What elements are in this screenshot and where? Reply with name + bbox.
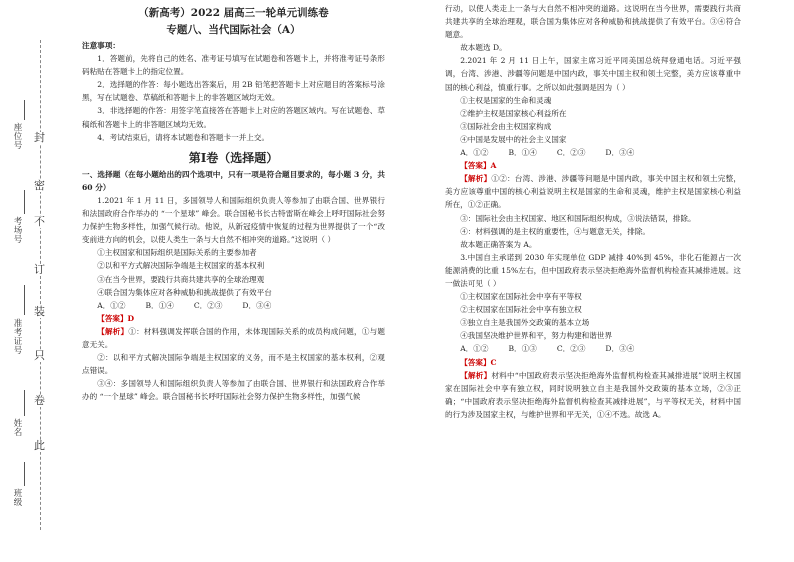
binding-char: 订	[34, 263, 45, 276]
exam-room-label: 考场号	[13, 217, 23, 245]
q3-analysis	[445, 369, 741, 421]
analysis-label: 【解析】	[460, 370, 492, 380]
notice-item: 3．非选择题的作答：用签字笔直接答在答题卡上对应的答题区域内。写在试题卷、草稿纸和答题卡上的非答题区域均无效。	[82, 106, 385, 129]
question-3-stem: 3.中国自主承诺到 2030 年实现单位 GDP 减排 40%到 45%，非化石能源占一次能源消费的比重 15%左右，但中国政府表示坚决拒绝海外监督机构检查其减排进展。这一做法可见（ ）	[445, 252, 741, 288]
right-column	[445, 0, 741, 421]
binding-char: 此	[34, 439, 45, 452]
analysis-text: 材料中“中国政府表示坚决拒绝海外监督机构检查其减排进展”说明主权国家在国际社会中享有独立权，同时说明独立自主是我国外交政策的基本立场，②③正确；“中国政府表示坚决拒绝海外监督机构检查其减排进展”，与平等权无关，材料中国的行为涉及国家主权，与维护世界和平无关，①④不选。故选 A。	[445, 370, 742, 419]
q3-option: ③独立自主是我国外交政策的基本立场	[460, 318, 590, 328]
binding-char: 装	[34, 305, 45, 318]
q1-conclusion: 故本题选 D。	[460, 43, 507, 53]
q1-analysis-3: ③④：多国领导人和国际组织负责人等参加了由联合国、世界银行和法国政府合作举办的 “一个星球” 峰会。联合国秘书长呼吁国际社会努力保护生物多样性，加强气候	[82, 379, 385, 402]
binding-char: 只	[34, 349, 45, 362]
q2-option: ③国际社会由主权国家构成	[460, 121, 552, 131]
q2-analysis-2: ③：国际社会由主权国家、地区和国际组织构成，③说法错误，排除。	[460, 213, 696, 223]
admission-number-label: 准考证号	[13, 319, 23, 356]
class-label: 班级	[13, 489, 23, 508]
choice-a: A．①②	[97, 300, 126, 310]
q2-option: ①主权是国家的生命和灵魂	[460, 95, 552, 105]
choice-d: D．③④	[605, 344, 635, 354]
section-title: 第Ⅰ卷（选择题）	[188, 150, 279, 165]
question-2-stem: 2.2021 年 2 月 11 日上午，国家主席习近平同美国总统拜登通电话。习近平强调，台湾、涉港、涉疆等问题是中国内政，事关中国主权和领土完整，美方应该尊重中国的核心利益，慎重行事。之所以如此强调是因为（ ）	[445, 56, 741, 92]
q3-option: ①主权国家在国际社会中享有平等权	[460, 292, 582, 302]
choice-c: C．②③	[193, 300, 223, 310]
analysis-text: ①②：台湾、涉港、涉疆等问题是中国内政，事关中国主权和领土完整，美方应该尊重中国的核心利益说明主权是国家的生命和灵魂，维护主权是国家核心利益所在，①②正确。	[445, 174, 742, 210]
choice-d: D．③④	[605, 148, 635, 158]
q1-option: ③在当今世界，要践行共商共建共享的全球治理观	[97, 274, 265, 284]
q1-analysis-cont: 行动，以使人类走上一条与大自然不相冲突的道路。这说明在当今世界，需要践行共商共建共享的全球治理观，联合国为集体应对各种威胁和挑战提供了有效平台。③④符合题意。	[445, 4, 741, 40]
choice-d: D．③④	[242, 300, 272, 310]
seat-number-label: 座位号	[13, 123, 23, 151]
notice-item: 2．选择题的作答：每小题选出答案后，用 2B 铅笔把答题卡上对应题目的答案标号涂黑，写在试题卷、草稿纸和答题卡上的非答题区域均无效。	[82, 80, 385, 103]
analysis-text: ①：材料强调发挥联合国的作用，未体现国际关系的成员构成问题，①与题意无关。	[82, 326, 386, 349]
choice-a: A．①②	[460, 344, 489, 354]
fill-line	[24, 285, 25, 315]
binding-char: 封	[34, 131, 45, 144]
binding-char: 不	[34, 215, 45, 228]
fill-line	[24, 462, 25, 486]
analysis-label: 【解析】	[97, 326, 129, 336]
binding-strip	[0, 0, 60, 562]
q2-analysis-3: ④：材料强调的是主权的重要性，④与题意无关，排除。	[460, 226, 651, 236]
q2-answer: 【答案】A	[460, 161, 497, 171]
section-intro: 一、选择题（在每小题给出的四个选项中，只有一项是符合题目要求的，每小题 3 分，共 60 分）	[82, 169, 385, 192]
left-column	[82, 0, 385, 403]
q2-conclusion: 故本题正确答案为 A。	[460, 239, 537, 249]
exam-subtitle: 专题八、当代国际社会（A）	[166, 24, 301, 36]
q3-option: ②主权国家在国际社会中享有独立权	[460, 305, 582, 315]
q2-choices	[445, 146, 741, 159]
notice-heading: 注意事项：	[82, 41, 120, 50]
fill-line	[24, 190, 25, 214]
binding-char: 密	[34, 179, 45, 192]
q2-analysis-1	[445, 172, 741, 211]
q3-option: ④我国坚决维护世界和平，努力构建和谐世界	[460, 331, 613, 341]
q2-option: ②维护主权是国家核心利益所在	[460, 108, 567, 118]
question-1-stem: 1.2021 年 1 月 11 日，多国领导人和国际组织负责人等参加了由联合国、世界银行和法国政府合作举办的 “一个星球” 峰会。联合国秘书长古特雷斯在峰会上呼吁国际社会努力保护生物多样性，加强气候行动。他说，从新冠疫情中恢复的过程为世界提供了一个“改变前进方向的机会，以使人类生一条与大自然不相冲突的道路。”这说明（ ）	[82, 195, 385, 245]
choice-b: B．①③	[508, 344, 537, 354]
choice-b: B．①④	[145, 300, 174, 310]
q1-option: ④联合国为集体应对各种威胁和挑战提供了有效平台	[97, 287, 272, 297]
notice-item: 4．考试结束后，请将本试题卷和答题卡一并上交。	[97, 132, 270, 142]
binding-char: 卷	[34, 394, 45, 407]
q1-answer: 【答案】D	[97, 313, 135, 323]
binding-dashed-line	[40, 40, 41, 530]
q1-choices	[82, 299, 385, 312]
analysis-label: 【解析】	[460, 174, 492, 184]
fill-line	[24, 100, 25, 120]
notice-item: 1．答题前，先将自己的姓名、准考证号填写在试题卷和答题卡上，并将准考证号条形码粘贴在答题卡上的指定位置。	[82, 54, 385, 77]
name-label: 姓名	[13, 419, 23, 438]
q3-choices	[445, 342, 741, 355]
q1-option: ①主权国家和国际组织是国际关系的主要参加者	[97, 248, 257, 258]
choice-c: C．②③	[556, 344, 586, 354]
q1-analysis-1	[82, 325, 385, 351]
q1-analysis-2: ②：以和平方式解决国际争端是主权国家的义务，而不是主权国家的基本权利，②观点错误。	[82, 353, 385, 376]
exam-title: （新高考）2022 届高三一轮单元训练卷	[138, 7, 329, 19]
q1-option: ②以和平方式解决国际争端是主权国家的基本权利	[97, 261, 265, 271]
choice-a: A．①②	[460, 148, 489, 158]
q3-answer: 【答案】C	[460, 357, 497, 367]
fill-line	[24, 390, 25, 416]
q2-option: ④中国是发展中的社会主义国家	[460, 134, 567, 144]
choice-c: C．②③	[556, 148, 586, 158]
choice-b: B．①④	[508, 148, 537, 158]
